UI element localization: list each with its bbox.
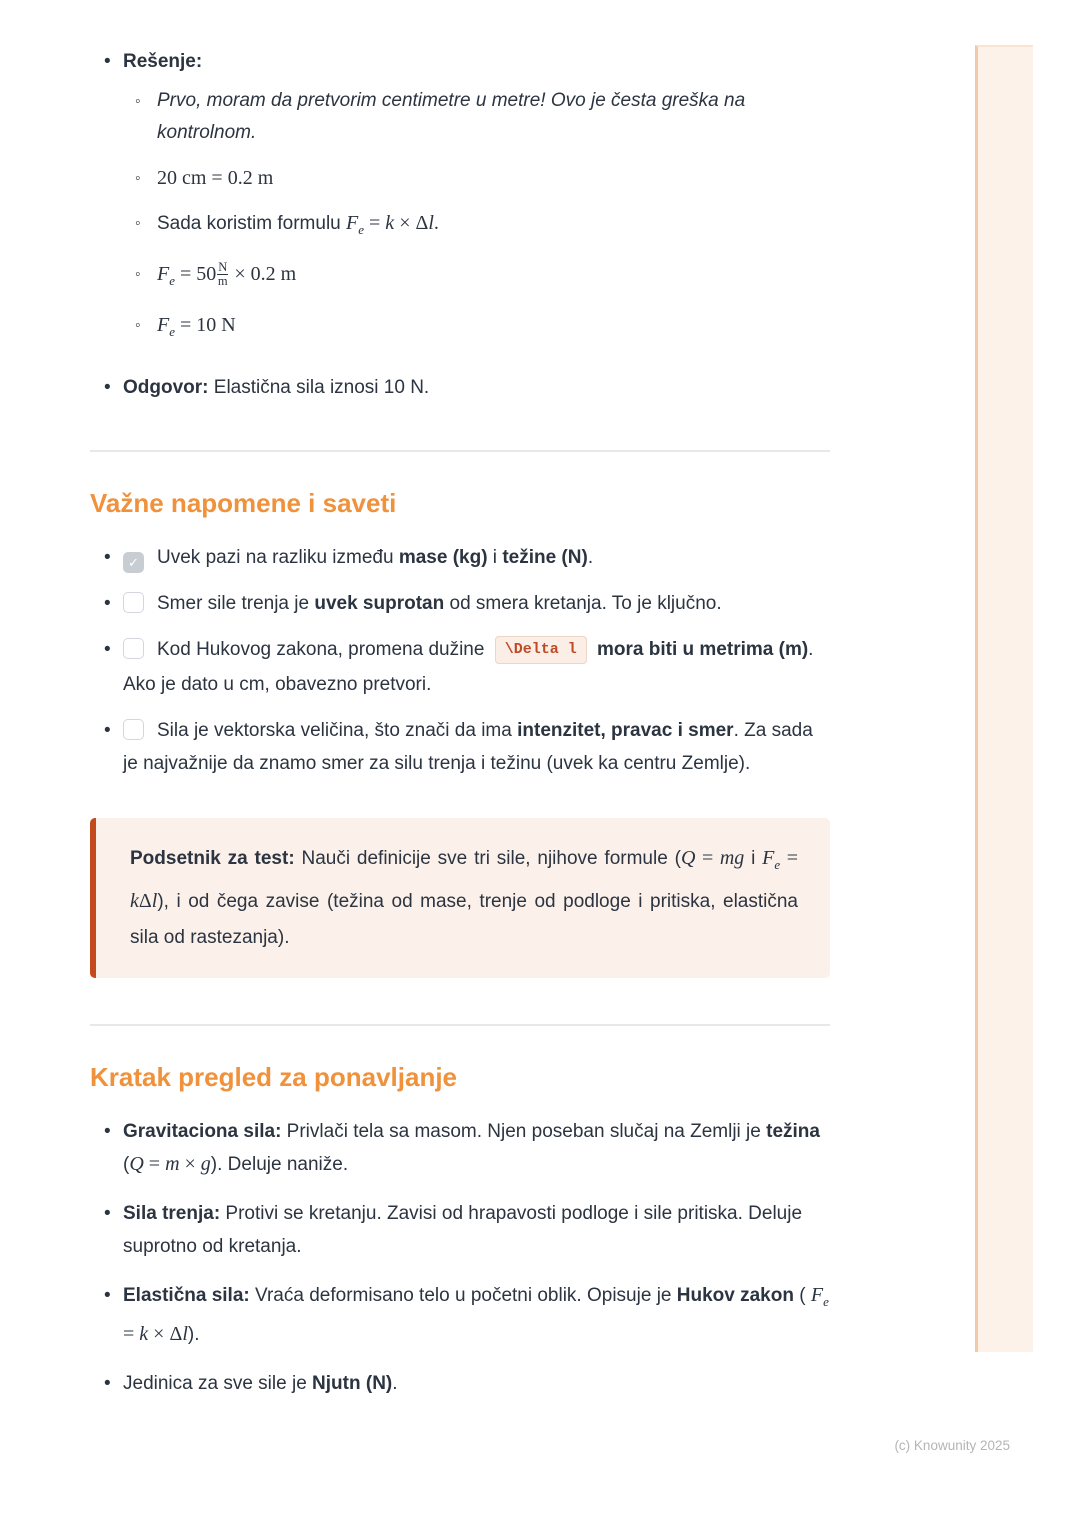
- text-segment: Hukov zakon: [676, 1285, 794, 1307]
- text-segment: g: [200, 1153, 211, 1176]
- review-item: [90, 1115, 830, 1181]
- text-segment: = 50: [175, 262, 217, 285]
- review-item: [90, 1279, 830, 1351]
- checklist-item-text: [123, 639, 813, 695]
- text-segment: ×: [394, 212, 416, 234]
- fraction: $\frac{N}{m}$: [217, 259, 228, 288]
- text-segment: ). Deluje naniže.: [210, 1154, 349, 1176]
- text-segment: l: [151, 890, 158, 913]
- text-segment: težina: [766, 1121, 820, 1143]
- text-segment: Jedinica za sve sile je: [123, 1372, 313, 1394]
- answer-item: [90, 372, 830, 404]
- solution-step: [123, 259, 830, 296]
- review-item: [90, 1367, 830, 1400]
- review-item: [90, 1197, 830, 1263]
- section-divider: [90, 1024, 830, 1026]
- text-segment: Njutn (N): [312, 1372, 393, 1394]
- text-segment: e: [169, 323, 175, 339]
- text-segment: e: [774, 857, 781, 873]
- text-segment: l: [182, 1322, 188, 1345]
- text-segment: Q: [129, 1153, 144, 1176]
- text-segment: Privlači tela sa masom. Njen poseban slučaj na Zemlji je: [281, 1121, 767, 1143]
- page-content: [90, 46, 830, 1400]
- solution-step: [123, 310, 830, 347]
- text-segment: Vraća deformisano telo u početni oblik. Opisuje je: [249, 1285, 677, 1307]
- text-segment: =: [364, 212, 386, 234]
- text-segment: F: [346, 212, 359, 234]
- text-segment: =: [143, 1153, 166, 1176]
- text-segment: =: [695, 847, 720, 870]
- review-list: [90, 1115, 830, 1400]
- text-segment: uvek suprotan: [314, 593, 445, 615]
- checkbox[interactable]: [123, 719, 144, 740]
- page-margin-strip: [975, 45, 1033, 1352]
- solution-label: Rešenje:: [123, 51, 203, 72]
- answer-text: [123, 377, 429, 398]
- text-segment: Gravitaciona sila:: [123, 1121, 282, 1143]
- review-item-text: [123, 1285, 829, 1345]
- solution-item: [90, 46, 830, 346]
- text-segment: k: [130, 890, 139, 913]
- text-segment: F: [157, 313, 170, 336]
- text-segment: Uvek pazi na razliku između: [157, 547, 399, 569]
- solution-step-text: [157, 259, 297, 288]
- text-segment: Smer sile trenja je: [157, 593, 315, 615]
- copyright-footer: (c) Knowunity 2025: [894, 1438, 1010, 1453]
- text-segment: Protivi se kretanju. Zavisi od hrapavosti podloge i sile pritiska. Deluje suprotno od kretanja.: [123, 1203, 803, 1258]
- text-segment: l: [428, 212, 434, 234]
- text-segment: Sila trenja:: [123, 1203, 221, 1225]
- text-segment: od smera kretanja. To je ključno.: [444, 593, 722, 615]
- checklist-item-text: [157, 593, 722, 614]
- callout-text: [130, 840, 798, 956]
- test-reminder-callout: [90, 818, 830, 978]
- text-segment: =: [123, 1322, 140, 1345]
- text-segment: F: [810, 1284, 824, 1307]
- text-segment: Δ: [169, 1322, 183, 1345]
- code-chip: \Delta l: [495, 636, 587, 664]
- review-item-text: [123, 1203, 802, 1257]
- text-segment: Elastična sila iznosi 10 N.: [208, 377, 430, 399]
- text-segment: F: [762, 847, 775, 870]
- text-segment: e: [358, 221, 365, 237]
- checkbox[interactable]: [123, 552, 144, 573]
- text-segment: e: [169, 272, 175, 288]
- text-segment: Sila je vektorska veličina, što znači da ima: [157, 720, 518, 742]
- text-segment: Sada koristim formulu: [157, 213, 347, 234]
- text-segment: k: [139, 1322, 149, 1345]
- text-segment: Kod Hukovog zakona, promena dužine: [157, 639, 490, 661]
- solution-step-text: [157, 212, 439, 237]
- notes-heading: Važne napomene i saveti: [90, 488, 397, 519]
- solution-step: [123, 85, 830, 149]
- solution-step-text: [157, 168, 273, 189]
- text-segment: ×: [148, 1322, 170, 1345]
- notes-checklist: [90, 541, 830, 780]
- text-segment: m: [165, 1153, 180, 1176]
- solution-list: [90, 46, 830, 404]
- text-segment: × 0.2 m: [229, 262, 297, 285]
- checklist-item-text: [157, 547, 593, 568]
- checkbox[interactable]: [123, 592, 144, 613]
- text-segment: Elastična sila:: [123, 1285, 250, 1307]
- text-segment: mora biti u metrima (m): [597, 639, 809, 661]
- text-segment: Podsetnik za test:: [130, 848, 295, 870]
- text-segment: .: [433, 212, 439, 234]
- text-segment: Odgovor:: [123, 377, 209, 399]
- solution-step-text: [157, 90, 745, 143]
- text-segment: ), i od čega zavise (težina od mase, trenje od podloge i pritiska, elastična sila od rastezanja).: [130, 891, 798, 949]
- review-item-text: [123, 1121, 820, 1175]
- solution-steps: [123, 85, 830, 346]
- text-segment: e: [823, 1293, 829, 1309]
- text-segment: Δ: [415, 212, 429, 234]
- text-segment: 20 cm = 0.2 m: [157, 167, 274, 189]
- section-divider: [90, 450, 830, 452]
- text-segment: .: [392, 1372, 398, 1394]
- checklist-item: [90, 714, 830, 780]
- text-segment: ×: [179, 1153, 201, 1176]
- checklist-item: [90, 587, 830, 620]
- text-segment: težine (N): [502, 547, 588, 569]
- checklist-item-text: [123, 720, 813, 774]
- text-segment: F: [157, 262, 170, 285]
- solution-step-text: [157, 313, 236, 339]
- text-segment: = 10 N: [175, 313, 236, 336]
- text-segment: . Za sada je najvažnije da znamo smer za silu trenja i težinu (uvek ka centru Zemlje).: [123, 720, 813, 775]
- text-segment: Q: [680, 847, 696, 870]
- text-segment: Nauči definicije sve tri sile, njihove formule (: [294, 848, 681, 870]
- text-segment: (: [123, 1154, 130, 1176]
- text-segment: Δ: [138, 890, 152, 913]
- solution-step: [123, 208, 830, 245]
- text-segment: . Ako je dato u cm, obavezno pretvori.: [123, 639, 814, 696]
- text-segment: =: [780, 847, 799, 870]
- checkbox[interactable]: [123, 638, 144, 659]
- review-heading: Kratak pregled za ponavljanje: [90, 1062, 458, 1093]
- text-segment: ).: [187, 1323, 200, 1345]
- text-segment: mase (kg): [398, 547, 488, 569]
- review-item-text: [123, 1373, 398, 1394]
- text-segment: i: [744, 848, 763, 870]
- checklist-item: [90, 633, 830, 701]
- solution-step: [123, 163, 830, 194]
- text-segment: intenzitet, pravac i smer: [517, 720, 734, 742]
- text-segment: i: [487, 547, 503, 569]
- text-segment: .: [587, 547, 594, 569]
- checklist-item: [90, 541, 830, 574]
- text-segment: (: [793, 1285, 811, 1307]
- text-segment: mg: [719, 847, 745, 870]
- text-segment: Prvo, moram da pretvorim centimetre u metre! Ovo je česta greška na kontrolnom.: [157, 90, 746, 143]
- text-segment: k: [385, 212, 395, 234]
